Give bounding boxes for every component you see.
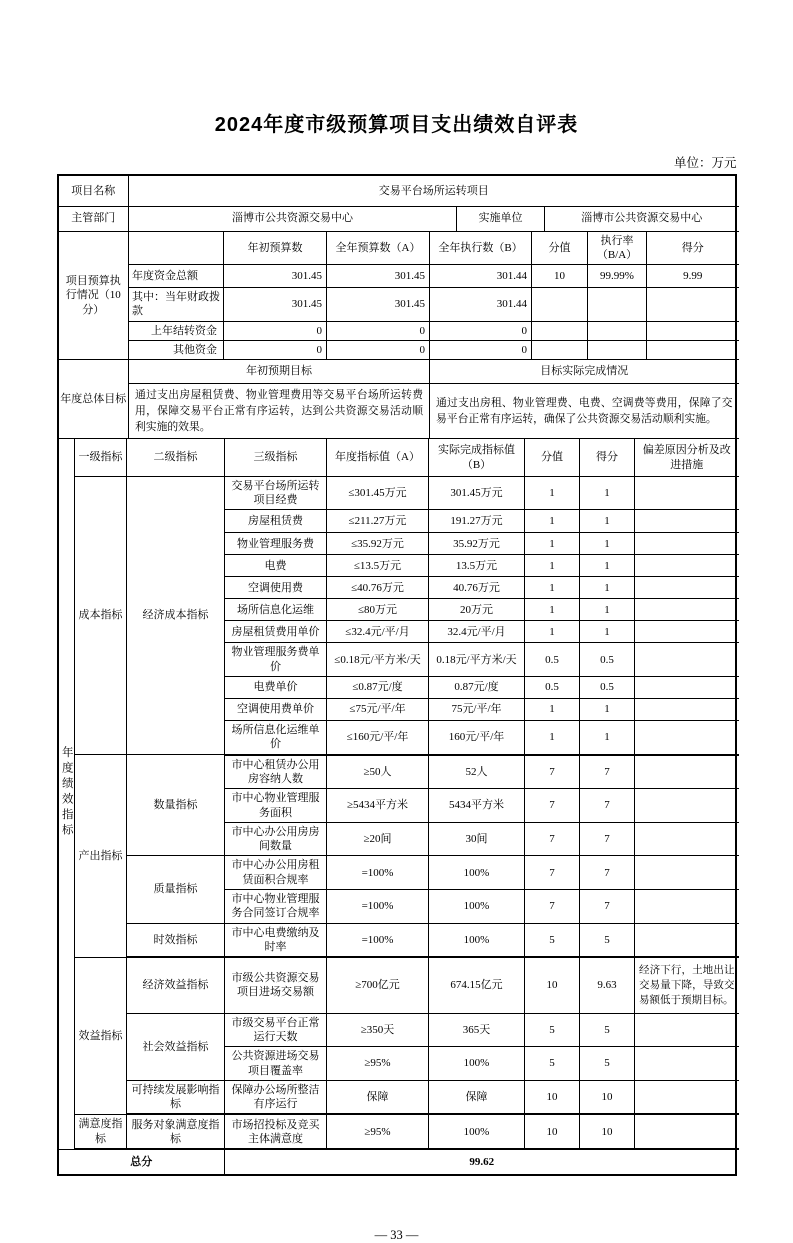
- indicator-target: ≥350天: [327, 1013, 429, 1047]
- indicator-row: [59, 1013, 739, 1047]
- indicator-points: 5: [525, 1013, 580, 1047]
- indicator-score: 10: [580, 1114, 635, 1149]
- indicator-row: [59, 923, 739, 957]
- evaluation-table: [57, 174, 737, 1176]
- budget-execution-table: [59, 232, 739, 361]
- indicator-points: 1: [525, 555, 580, 577]
- indicator-row: [59, 1114, 739, 1149]
- indicator-score: 9.63: [580, 957, 635, 1013]
- level2-indicator-cell: 社会效益指标: [127, 1013, 225, 1080]
- header-points: 分值: [525, 439, 580, 476]
- budget-header-executed: 全年执行数（B）: [430, 232, 532, 265]
- indicator-target: =100%: [327, 923, 429, 957]
- level2-indicator-cell: 时效指标: [127, 923, 225, 957]
- indicator-target: 保障: [327, 1080, 429, 1114]
- indicator-deviation: [635, 890, 739, 924]
- indicator-actual: 75元/平/年: [429, 699, 525, 721]
- budget-header-score: 得分: [647, 232, 739, 265]
- indicator-name: 空调使用费: [225, 577, 327, 599]
- total-score-label: 总分: [59, 1150, 225, 1174]
- budget-initial: 0: [224, 340, 327, 359]
- budget-rate: 99.99%: [588, 265, 647, 288]
- indicator-target: ≤301.45万元: [327, 476, 429, 510]
- indicator-name: 市级公共资源交易项目进场交易额: [225, 957, 327, 1013]
- budget-annual: 301.45: [327, 265, 430, 288]
- indicator-deviation: [635, 599, 739, 621]
- indicator-deviation: [635, 1013, 739, 1047]
- indicator-score: 5: [580, 1047, 635, 1081]
- indicator-name: 电费: [225, 555, 327, 577]
- budget-annual: 0: [327, 321, 430, 340]
- indicator-actual: 100%: [429, 1114, 525, 1149]
- indicator-name: 房屋租赁费用单价: [225, 621, 327, 643]
- budget-executed: 301.44: [430, 265, 532, 288]
- indicator-deviation: [635, 510, 739, 533]
- budget-executed: 0: [430, 340, 532, 359]
- indicator-name: 市级交易平台正常运行天数: [225, 1013, 327, 1047]
- actual-goal-header: 目标实际完成情况: [430, 360, 739, 383]
- budget-score: 9.99: [647, 265, 739, 288]
- budget-row-label: 其中：当年财政拨款: [129, 288, 224, 322]
- indicator-target: ≤80万元: [327, 599, 429, 621]
- level1-indicator-cell: 成本指标: [75, 476, 127, 754]
- indicator-target: ≤35.92万元: [327, 533, 429, 555]
- budget-row-fiscal: [59, 288, 739, 322]
- indicator-name: 房屋租赁费: [225, 510, 327, 533]
- indicator-actual: 32.4元/平/月: [429, 621, 525, 643]
- indicator-target: ≥95%: [327, 1114, 429, 1149]
- indicator-name: 市中心办公用房租赁面积合规率: [225, 856, 327, 890]
- indicator-actual: 0.18元/平方米/天: [429, 643, 525, 677]
- indicator-points: 10: [525, 1114, 580, 1149]
- indicator-score: 7: [580, 856, 635, 890]
- indicator-deviation: [635, 721, 739, 755]
- indicator-name: 场所信息化运维单价: [225, 721, 327, 755]
- indicator-actual: 365天: [429, 1013, 525, 1047]
- indicator-name: 市中心办公用房房间数量: [225, 822, 327, 856]
- level1-indicator-cell: 满意度指标: [75, 1114, 127, 1149]
- budget-row-total: [59, 265, 739, 288]
- indicator-target: =100%: [327, 856, 429, 890]
- indicator-target: ≥95%: [327, 1047, 429, 1081]
- indicator-deviation: [635, 677, 739, 699]
- department-row: [59, 206, 739, 231]
- department-label: 主管部门: [59, 206, 129, 231]
- indicator-score: 7: [580, 755, 635, 789]
- indicator-name: 交易平台场所运转项目经费: [225, 476, 327, 510]
- indicator-score: 0.5: [580, 677, 635, 699]
- budget-points: 10: [532, 265, 588, 288]
- level1-indicator-cell: 效益指标: [75, 957, 127, 1114]
- indicator-points: 1: [525, 721, 580, 755]
- indicator-deviation: [635, 643, 739, 677]
- indicator-name: 公共资源进场交易项目覆盖率: [225, 1047, 327, 1081]
- level2-indicator-cell: 数量指标: [127, 755, 225, 856]
- indicator-score: 1: [580, 621, 635, 643]
- indicator-name: 场所信息化运维: [225, 599, 327, 621]
- indicator-actual: 35.92万元: [429, 533, 525, 555]
- budget-initial: 301.45: [224, 265, 327, 288]
- indicator-points: 1: [525, 476, 580, 510]
- header-score: 得分: [580, 439, 635, 476]
- indicator-row: [59, 856, 739, 890]
- indicator-deviation: 经济下行，土地出让交易量下降，导致交易额低于预期目标。: [635, 957, 739, 1013]
- indicator-target: ≤40.76万元: [327, 577, 429, 599]
- budget-annual: 0: [327, 340, 430, 359]
- indicator-score: 1: [580, 699, 635, 721]
- indicator-deviation: [635, 699, 739, 721]
- level1-indicator-cell: 产出指标: [75, 755, 127, 958]
- indicator-target: ≤0.18元/平方米/天: [327, 643, 429, 677]
- budget-score: [647, 288, 739, 322]
- indicator-points: 1: [525, 577, 580, 599]
- info-table: [59, 176, 739, 232]
- project-name-value: 交易平台场所运转项目: [129, 176, 739, 206]
- indicator-deviation: [635, 533, 739, 555]
- budget-initial: 301.45: [224, 288, 327, 322]
- goals-text-row: [59, 383, 739, 439]
- indicator-target: ≤0.87元/度: [327, 677, 429, 699]
- indicator-name: 市中心租赁办公用房容纳人数: [225, 755, 327, 789]
- indicator-name: 空调使用费单价: [225, 699, 327, 721]
- indicator-actual: 0.87元/度: [429, 677, 525, 699]
- indicator-score: 5: [580, 923, 635, 957]
- indicator-points: 1: [525, 510, 580, 533]
- indicator-actual: 160元/平/年: [429, 721, 525, 755]
- indicator-name: 电费单价: [225, 677, 327, 699]
- budget-row-label: 上年结转资金: [129, 321, 224, 340]
- indicator-score: 1: [580, 555, 635, 577]
- indicator-score: 1: [580, 476, 635, 510]
- indicator-points: 10: [525, 957, 580, 1013]
- indicator-points: 1: [525, 533, 580, 555]
- indicator-target: ≥700亿元: [327, 957, 429, 1013]
- budget-header-rate: 执行率（B/A）: [588, 232, 647, 265]
- indicators-header-row: [59, 439, 739, 476]
- indicator-score: 7: [580, 890, 635, 924]
- indicator-points: 7: [525, 822, 580, 856]
- budget-points: [532, 321, 588, 340]
- page-number: — 33 —: [374, 1228, 419, 1243]
- indicator-name: 物业管理服务费单价: [225, 643, 327, 677]
- indicator-target: ≤75元/平/年: [327, 699, 429, 721]
- budget-row-other: [59, 340, 739, 359]
- indicators-section-label: 年度绩效指标: [59, 439, 75, 1149]
- indicator-target: ≥50人: [327, 755, 429, 789]
- expected-goal-text: 通过支出房屋租赁费、物业管理费用等交易平台场所运转费用，保障交易平台正常有序运转，达到公共资源交易活动顺利实施的效果。: [129, 383, 430, 439]
- indicator-points: 10: [525, 1080, 580, 1114]
- indicator-actual: 100%: [429, 856, 525, 890]
- level2-indicator-cell: 经济效益指标: [127, 957, 225, 1013]
- indicator-actual: 52人: [429, 755, 525, 789]
- indicator-points: 1: [525, 621, 580, 643]
- budget-executed: 301.44: [430, 288, 532, 322]
- indicator-actual: 13.5万元: [429, 555, 525, 577]
- indicator-actual: 100%: [429, 923, 525, 957]
- indicator-target: ≤13.5万元: [327, 555, 429, 577]
- indicator-score: 7: [580, 822, 635, 856]
- indicator-score: 5: [580, 1013, 635, 1047]
- indicator-target: ≤32.4元/平/月: [327, 621, 429, 643]
- indicator-row: [59, 957, 739, 1013]
- header-level1: 一级指标: [75, 439, 127, 476]
- total-score-row: [59, 1150, 739, 1174]
- budget-header-blank: [129, 232, 224, 265]
- indicator-actual: 301.45万元: [429, 476, 525, 510]
- budget-rate: [588, 321, 647, 340]
- indicator-target: =100%: [327, 890, 429, 924]
- indicator-deviation: [635, 476, 739, 510]
- indicator-deviation: [635, 856, 739, 890]
- indicator-deviation: [635, 1114, 739, 1149]
- indicator-points: 7: [525, 856, 580, 890]
- budget-row-label: 其他资金: [129, 340, 224, 359]
- indicator-points: 1: [525, 599, 580, 621]
- budget-header-annual: 全年预算数（A）: [327, 232, 430, 265]
- budget-row-label: 年度资金总额: [129, 265, 224, 288]
- indicator-points: 7: [525, 890, 580, 924]
- header-level3: 三级指标: [225, 439, 327, 476]
- indicator-row: [59, 476, 739, 510]
- budget-points: [532, 288, 588, 322]
- budget-score: [647, 340, 739, 359]
- header-level2: 二级指标: [127, 439, 225, 476]
- indicator-score: 1: [580, 721, 635, 755]
- budget-score: [647, 321, 739, 340]
- budget-section-label: 项目预算执行情况（10分）: [59, 232, 129, 360]
- indicator-name: 市中心电费缴纳及时率: [225, 923, 327, 957]
- header-deviation: 偏差原因分析及改进措施: [635, 439, 739, 476]
- indicator-name: 市场招投标及竞买主体满意度: [225, 1114, 327, 1149]
- indicator-target: ≥5434平方米: [327, 789, 429, 823]
- implementing-unit-label: 实施单位: [457, 206, 545, 231]
- indicator-points: 0.5: [525, 677, 580, 699]
- indicator-actual: 100%: [429, 890, 525, 924]
- header-actual: 实际完成指标值（B）: [429, 439, 525, 476]
- project-name-row: [59, 176, 739, 206]
- annual-goals-table: [59, 360, 739, 439]
- indicator-deviation: [635, 923, 739, 957]
- indicator-score: 7: [580, 789, 635, 823]
- header-target: 年度指标值（A）: [327, 439, 429, 476]
- indicator-actual: 20万元: [429, 599, 525, 621]
- level2-indicator-cell: 经济成本指标: [127, 476, 225, 754]
- department-value: 淄博市公共资源交易中心: [129, 206, 457, 231]
- indicator-row: [59, 1080, 739, 1114]
- indicator-target: ≤211.27万元: [327, 510, 429, 533]
- indicator-points: 7: [525, 755, 580, 789]
- indicator-actual: 保障: [429, 1080, 525, 1114]
- level2-indicator-cell: 可持续发展影响指标: [127, 1080, 225, 1114]
- indicator-points: 5: [525, 1047, 580, 1081]
- indicator-name: 市中心物业管理服务合同签订合规率: [225, 890, 327, 924]
- budget-annual: 301.45: [327, 288, 430, 322]
- indicator-points: 1: [525, 699, 580, 721]
- indicator-deviation: [635, 755, 739, 789]
- budget-row-carryover: [59, 321, 739, 340]
- indicator-target: ≤160元/平/年: [327, 721, 429, 755]
- indicator-score: 1: [580, 510, 635, 533]
- total-score-value: 99.62: [469, 1156, 495, 1169]
- indicator-points: 0.5: [525, 643, 580, 677]
- indicator-score: 1: [580, 599, 635, 621]
- unit-label: 单位：万元: [673, 156, 737, 170]
- indicator-actual: 40.76万元: [429, 577, 525, 599]
- indicator-score: 1: [580, 577, 635, 599]
- indicator-name: 市中心物业管理服务面积: [225, 789, 327, 823]
- level2-indicator-cell: 质量指标: [127, 856, 225, 923]
- budget-header-initial: 年初预算数: [224, 232, 327, 265]
- total-score-table: [59, 1150, 739, 1174]
- indicator-deviation: [635, 822, 739, 856]
- indicator-score: 10: [580, 1080, 635, 1114]
- indicator-deviation: [635, 1047, 739, 1081]
- indicator-actual: 100%: [429, 1047, 525, 1081]
- project-name-label: 项目名称: [59, 176, 129, 206]
- indicator-actual: 191.27万元: [429, 510, 525, 533]
- goals-section-label: 年度总体目标: [59, 360, 129, 439]
- indicator-score: 0.5: [580, 643, 635, 677]
- page-title: 2024年度市级预算项目支出绩效自评表: [214, 114, 579, 136]
- budget-header-row: [59, 232, 739, 265]
- actual-goal-text: 通过支出房租、物业管理费、电费、空调费等费用，保障了交易平台正常有序运转，确保了公共资源交易活动顺利实施。: [430, 383, 739, 439]
- indicator-score: 1: [580, 533, 635, 555]
- budget-initial: 0: [224, 321, 327, 340]
- budget-points: [532, 340, 588, 359]
- indicator-points: 7: [525, 789, 580, 823]
- indicator-actual: 5434平方米: [429, 789, 525, 823]
- indicator-deviation: [635, 555, 739, 577]
- implementing-unit-value: 淄博市公共资源交易中心: [545, 206, 739, 231]
- indicator-target: ≥20间: [327, 822, 429, 856]
- budget-executed: 0: [430, 321, 532, 340]
- level2-indicator-cell: 服务对象满意度指标: [127, 1114, 225, 1149]
- indicator-deviation: [635, 789, 739, 823]
- indicator-deviation: [635, 577, 739, 599]
- indicator-points: 5: [525, 923, 580, 957]
- goals-header-row: [59, 360, 739, 383]
- budget-header-points: 分值: [532, 232, 588, 265]
- indicator-actual: 30间: [429, 822, 525, 856]
- indicator-deviation: [635, 1080, 739, 1114]
- expected-goal-header: 年初预期目标: [129, 360, 430, 383]
- indicator-name: 保障办公场所整洁有序运行: [225, 1080, 327, 1114]
- indicator-name: 物业管理服务费: [225, 533, 327, 555]
- budget-rate: [588, 288, 647, 322]
- indicators-table: [59, 439, 739, 1150]
- budget-rate: [588, 340, 647, 359]
- indicator-deviation: [635, 621, 739, 643]
- indicator-row: [59, 755, 739, 789]
- indicator-actual: 674.15亿元: [429, 957, 525, 1013]
